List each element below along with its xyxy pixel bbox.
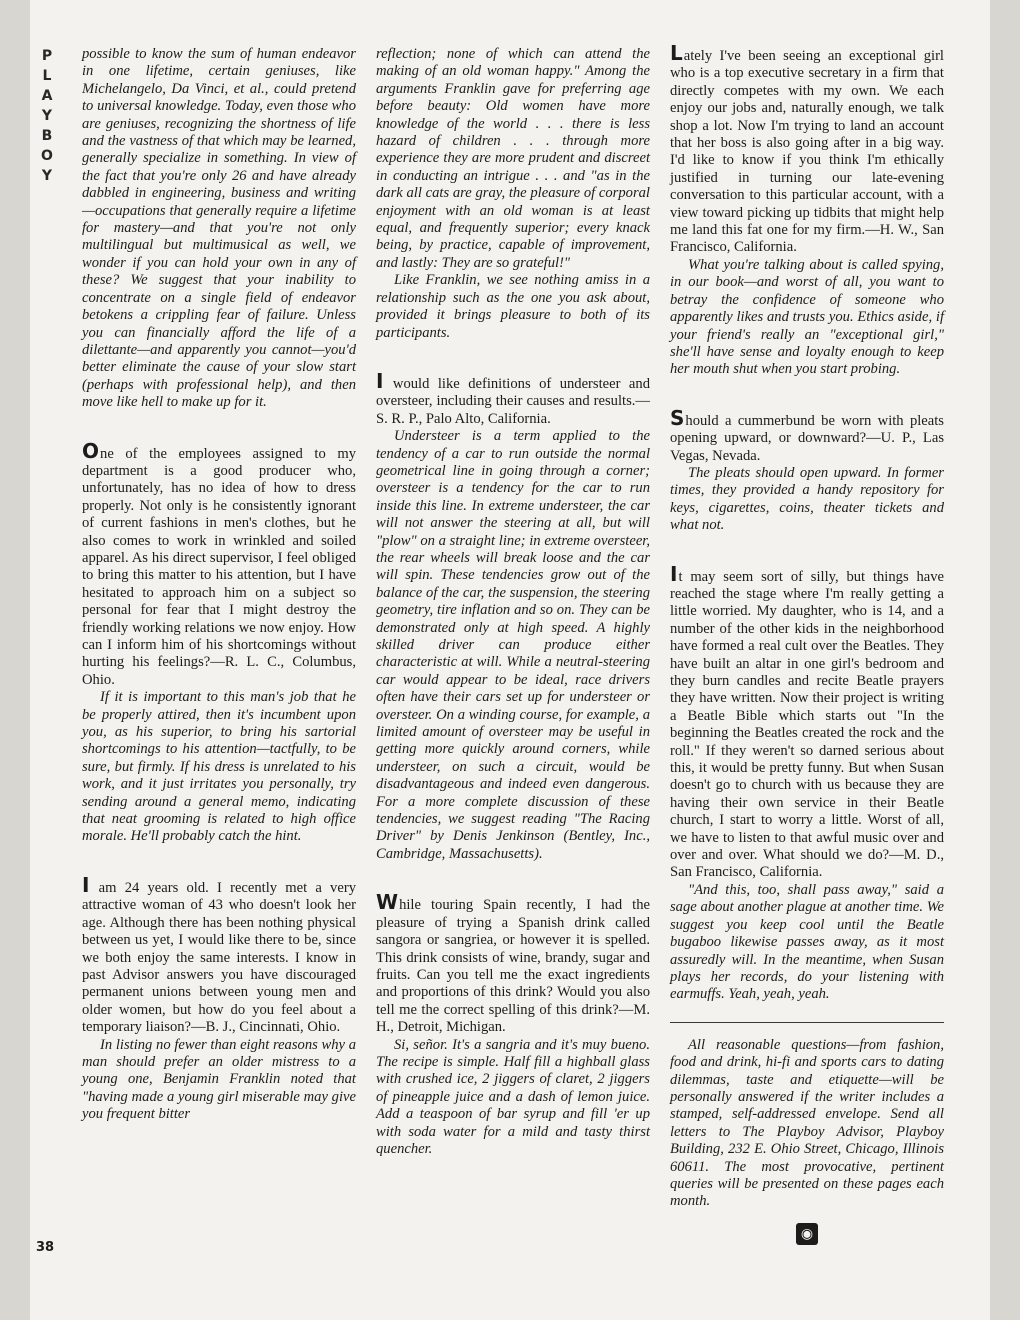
question-paragraph (670, 405, 944, 465)
question-paragraph (82, 438, 356, 690)
page-number: 38 (35, 1240, 55, 1255)
drop-cap: I (670, 561, 678, 586)
drop-cap: L (670, 41, 683, 65)
question-text: would like definitions of understeer and oversteer, including their causes and results.—S. R. P., Palo Alto, California. (376, 375, 650, 427)
masthead-letter: P (41, 48, 53, 64)
question-text: hile touring Spain recently, I had the pleasure of trying a Spanish drink called sangora or sangriea, or however it is spelled. This drink consists of wine, brandy, sugar and fruits. Can you tell me the exact ingredients and proportions of this drink? Would you also tell me the correct spelling of this drink?—M. H., Detroit, Michigan. (376, 897, 650, 1036)
magazine-page (30, 0, 990, 1320)
answer-paragraph: reflection; none of which can attend the making of an old woman happy." Among the arguments Franklin gave for preferring age before beauty: Old women have more knowledge of the world . . . there is less hazard of children . . . through more experience they are more prudent and discreet in conducting an intrigue . . . and "as in the dark all cats are gray, the pleasure of corporal enjoyment with an old woman is at least equal, and frequently superior; every knack being, by practice, capable of improvement, and lastly: They are so grateful!" (376, 46, 650, 271)
question-paragraph (376, 368, 650, 428)
advisor-footer-note: All reasonable questions—from fashion, food and drink, hi-fi and sports cars to dating dilemmas, taste and etiquette—will be personally answered if the writer includes a stamped, self-addressed envelope. Send all letters to The Playboy Advisor, Playboy Building, 232 E. Ohio Street, Chicago, Illinois 60611. The most provocative, pertinent queries will be presented on these pages each month. (670, 1036, 944, 1210)
answer-paragraph: "And this, too, shall pass away," said a sage about another plague at another time. We suggest you keep cool until the Beatle bugaboo likewise passes away, as it most assuredly will. In the meantime, when Susan plays her records, do your listening with earmuffs. Yeah, yeah, yeah. (670, 881, 944, 1003)
masthead-letter: Y (41, 168, 53, 184)
masthead-letter: Y (41, 108, 53, 124)
answer-paragraph: In listing no fewer than eight reasons why a man should prefer an older mistress to a young one, Benjamin Franklin noted that "having made a young girl miserable may give you frequent bitter (82, 1036, 356, 1123)
rabbit-logo-icon: ◉ (796, 1223, 818, 1245)
column-1 (82, 46, 356, 1124)
drop-cap: I (376, 368, 384, 393)
drop-cap: S (670, 405, 685, 430)
drop-cap: W (376, 890, 399, 915)
masthead-letter: B (41, 128, 53, 144)
masthead-letter: O (41, 148, 53, 164)
answer-paragraph: possible to know the sum of human endeavor in one lifetime, certain geniuses, like Michelangelo, Da Vinci, et al., could pretend to universal knowledge. Today, even those who are geniuses, recognizing the shortness of life and the vastness of that which may be learned, generally specialize in something. In view of the fact that you're only 26 and have already dabbled in engineering, business and writing—occupations that generally require a lifetime for mastery—and that you're not only multilingual but multimusical as well, we wonder if you can hold your own in any of these? We suggest that your inability to concentrate on a single field of endeavor betokens a crippling fear of failure. Unless you can financially afford the life of a dilettante—and apparently you cannot—you'd better eliminate the cause of your slow start (perhaps with professional help), and then move like hell to make up for it. (82, 46, 356, 411)
masthead (36, 46, 58, 186)
masthead-letter: A (41, 88, 53, 104)
question-paragraph (670, 41, 944, 257)
answer-paragraph: Like Franklin, we see nothing amiss in a relationship such as the one you ask about, provided it brings pleasure to both of its participants. (376, 272, 650, 341)
question-text: t may seem sort of silly, but things have reached the stage where I'm really getting a little worried. My daughter, who is 14, and a number of the other kids in the neighborhood have formed a real cult over the Beatles. They have built an altar in one girl's bedroom and they burn candles and recite Beatle prayers they have written. Now their project is writing a Beatle Bible which starts out "In the beginning the Beatles created the rock and the roll." If they weren't so darned serious about this, it would be pretty funny. But when Susan doesn't go to church with us because they are having their own service in their Beatle church, I start to worry a little. Worst of all, we have to listen to that awful music over and over and over. What should we do?—M. D., San Francisco, California. (670, 568, 944, 881)
drop-cap: I (82, 872, 90, 897)
column-2 (376, 46, 650, 1158)
divider (670, 1022, 944, 1023)
drop-cap: O (82, 438, 100, 463)
masthead-letter: L (42, 68, 52, 84)
answer-paragraph: What you're talking about is called spying, in our book—and worst of all, you want to betray the confidence of someone who apparently likes and trusts you. Ethics aside, if your friend's really an "exceptional girl," she'll have sense and loyalty enough to keep her mouth shut when you start probing. (670, 256, 944, 378)
answer-paragraph: Si, señor. It's a sangria and it's muy bueno. The recipe is simple. Half fill a highball glass with crushed ice, 2 jiggers of claret, 2 jiggers of pineapple juice and a dash of lemon juice. Add a teaspoon of bar syrup and fill 'er up with soda water for a mild and tasty thirst quencher. (376, 1036, 650, 1157)
question-text: ne of the employees assigned to my department is a good producer who, unfortunately, has no idea of how to dress properly. Not only is he consistently ignorant of current fashions in men's clothes, but he also comes to work in wrinkled and soiled apparel. As his direct supervisor, I feel obliged to bring this matter to his attention, but I have hesitated to approach him on a subject so personal for fear that I might destroy the friendly working relations we now enjoy. How can I inform him of his shortcomings without hurting his feelings?—R. L. C., Columbus, Ohio. (82, 445, 356, 688)
answer-paragraph: The pleats should open upward. In former times, they provided a handy repository for keys, cigarettes, coins, theater tickets and what not. (670, 464, 944, 534)
answer-paragraph: If it is important to this man's job that he be properly attired, then it's incumbent upon you, as his superior, to bring his sartorial shortcomings to his attention—tactfully, to be sure, but firmly. If his dress is unrelated to his work, and it just irritates you personally, try sending around a general memo, indicating that neat grooming is related to high office morale. He'll probably catch the hint. (82, 689, 356, 845)
question-paragraph (670, 561, 944, 882)
question-text: am 24 years old. I recently met a very attractive woman of 43 who doesn't look her age. Although there has been nothing physical between us yet, I would like there to be, since we both enjoy the same interests. I know in past Advisor answers you have discouraged permanent unions between young men and older women, but how do you feel about a temporary liaison?—B. J., Cincinnati, Ohio. (82, 879, 356, 1036)
column-3 (670, 41, 944, 1245)
answer-paragraph: Understeer is a term applied to the tendency of a car to run outside the normal geometrical line in going through a corner; oversteer is a tendency for the car to run inside this line. In extreme understeer, the car will not answer the steering at all, but will "plow" on a straight line; in extreme oversteer, the rear wheels will break loose and the car will spin. These tendencies grow out of the balance of the car, the suspension, the steering geometry, tire inflation and so on. They can be demonstrated only at high speed. A highly skilled driver can produce either characteristic at will. While a neutral-steering car would appear to be ideal, race drivers often have their cars set up for understeer or oversteer. On a winding course, for example, a limited amount of oversteer may be useful in getting more quickly around corners, while understeer, on such a circuit, would be disadvantageous and indeed even dangerous. For a more complete discussion of these tendencies, we suggest reading "The Racing Driver" by Denis Jenkinson (Bentley, Inc., Cambridge, Massachusetts). (376, 428, 650, 862)
question-text: ately I've been seeing an exceptional girl who is a top executive secretary in a firm that directly competes with my own. We each enjoy our jobs and, naturally enough, we talk shop a lot. Now I'm trying to land an account that her boss is also going after in a big way. I'd like to know if you think I'm ethically justified in turning our late-evening conversation to this particular account, with a view toward picking up tidbits that might help me land this fat one for my firm.—H. W., San Francisco, California. (670, 48, 944, 256)
question-paragraph (82, 872, 356, 1037)
question-text: hould a cummerbund be worn with pleats opening upward, or downward?—U. P., Las Vegas, Nevada. (670, 412, 944, 464)
question-paragraph (376, 890, 650, 1036)
